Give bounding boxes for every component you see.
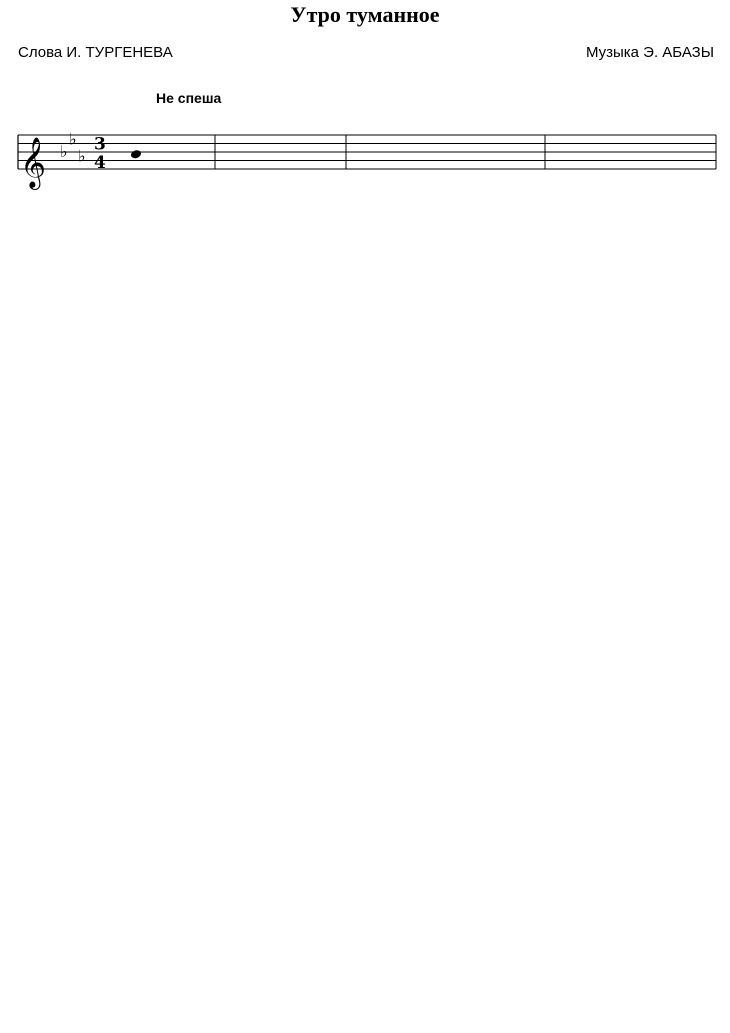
key-signature-flat-icon: ♭ bbox=[69, 129, 77, 149]
key-signature-flat-icon: ♭ bbox=[78, 146, 86, 166]
note-head bbox=[130, 149, 142, 160]
time-signature-top: 3 bbox=[94, 134, 106, 155]
treble-clef-icon: 𝄞 bbox=[20, 137, 47, 188]
composer-credit: Музыка Э. АБАЗЫ bbox=[585, 44, 714, 61]
lyricist-credit: Слова И. ТУРГЕНЕВА bbox=[18, 44, 173, 61]
time-signature-bottom: 4 bbox=[94, 153, 106, 174]
song-title: Утро туманное bbox=[290, 2, 440, 27]
key-signature-flat-icon: ♭ bbox=[60, 142, 68, 161]
staff-system bbox=[18, 135, 716, 169]
tempo-marking: Не спеша bbox=[156, 90, 222, 106]
